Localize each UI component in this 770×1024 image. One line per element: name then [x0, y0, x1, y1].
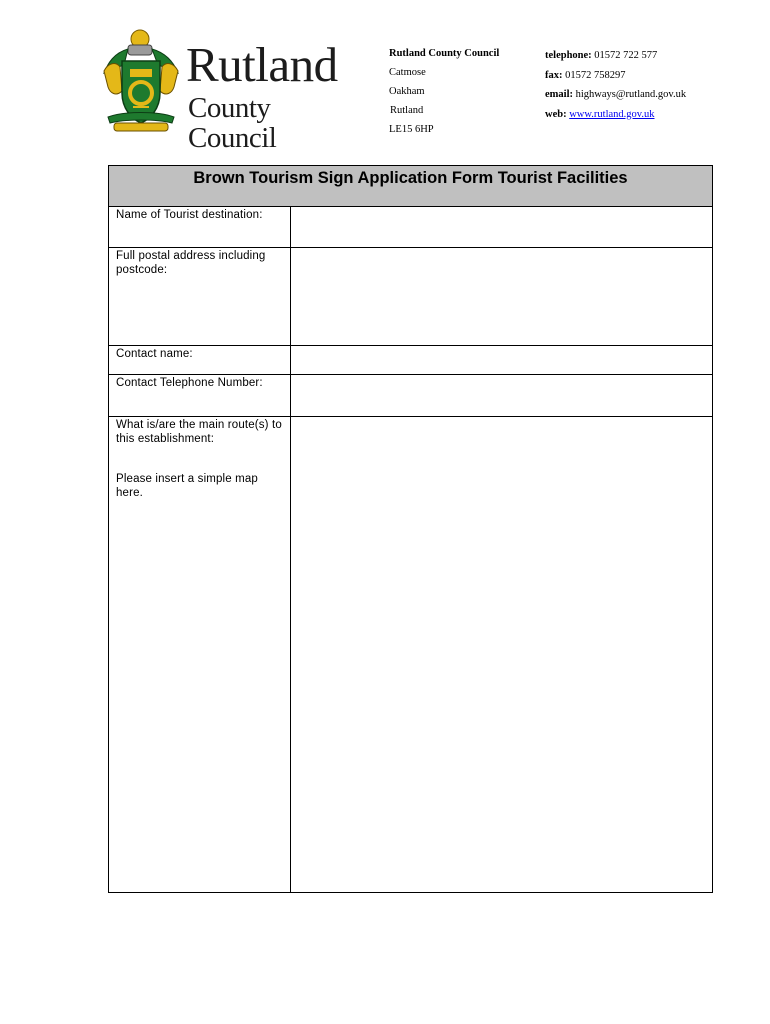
form-title: Brown Tourism Sign Application Form Tourist Facilities: [109, 166, 712, 207]
address-line2: Oakham: [389, 86, 425, 97]
telephone-line: [545, 46, 686, 66]
main-routes-question: What is/are the main route(s) to this establishment:: [116, 419, 282, 445]
logo-subtitle: County Council: [188, 92, 277, 154]
address-line1: Catmose: [389, 67, 426, 78]
council-address: [389, 44, 499, 139]
form-label-postal-address: Full postal address including postcode:: [109, 248, 291, 345]
address-line3: Rutland: [390, 105, 424, 116]
form-row-main-routes: [109, 417, 712, 892]
form-label-contact-telephone: Contact Telephone Number:: [109, 375, 291, 416]
fax-label: fax:: [545, 69, 563, 81]
form-row-postal-address: [109, 248, 712, 346]
postal-address-field[interactable]: [291, 248, 712, 345]
fax-line: [545, 66, 686, 86]
form-row-contact-name: [109, 346, 712, 375]
route-map-field[interactable]: [291, 417, 712, 892]
tourist-destination-field[interactable]: [291, 207, 712, 247]
email-label: email:: [545, 89, 573, 100]
map-instruction: Please insert a simple map here.: [116, 473, 258, 499]
logo-title: Rutland: [186, 37, 338, 92]
form-label-main-routes: [109, 417, 291, 892]
web-link[interactable]: www.rutland.gov.uk: [569, 108, 655, 120]
web-label: web:: [545, 108, 567, 120]
form-label-tourist-destination: Name of Tourist destination:: [109, 207, 291, 247]
form-row-contact-telephone: [109, 375, 712, 417]
address-organisation: Rutland County Council: [389, 48, 500, 59]
council-logo: [100, 27, 350, 154]
telephone-value: 01572 722 577: [594, 50, 658, 61]
form-row-tourist-destination: [109, 207, 712, 248]
address-postcode: LE15 6HP: [389, 124, 434, 135]
web-line: [545, 105, 686, 125]
rutland-coat-of-arms-icon: [100, 27, 182, 133]
contact-telephone-field[interactable]: [291, 375, 712, 416]
fax-value: 01572 758297: [565, 69, 626, 81]
telephone-label: telephone:: [545, 50, 592, 61]
email-line: [545, 85, 686, 105]
form-label-contact-name: Contact name:: [109, 346, 291, 374]
council-contact: [545, 46, 686, 124]
email-value: highways@rutland.gov.uk: [575, 89, 687, 100]
contact-name-field[interactable]: [291, 346, 712, 374]
application-form: [108, 165, 713, 893]
